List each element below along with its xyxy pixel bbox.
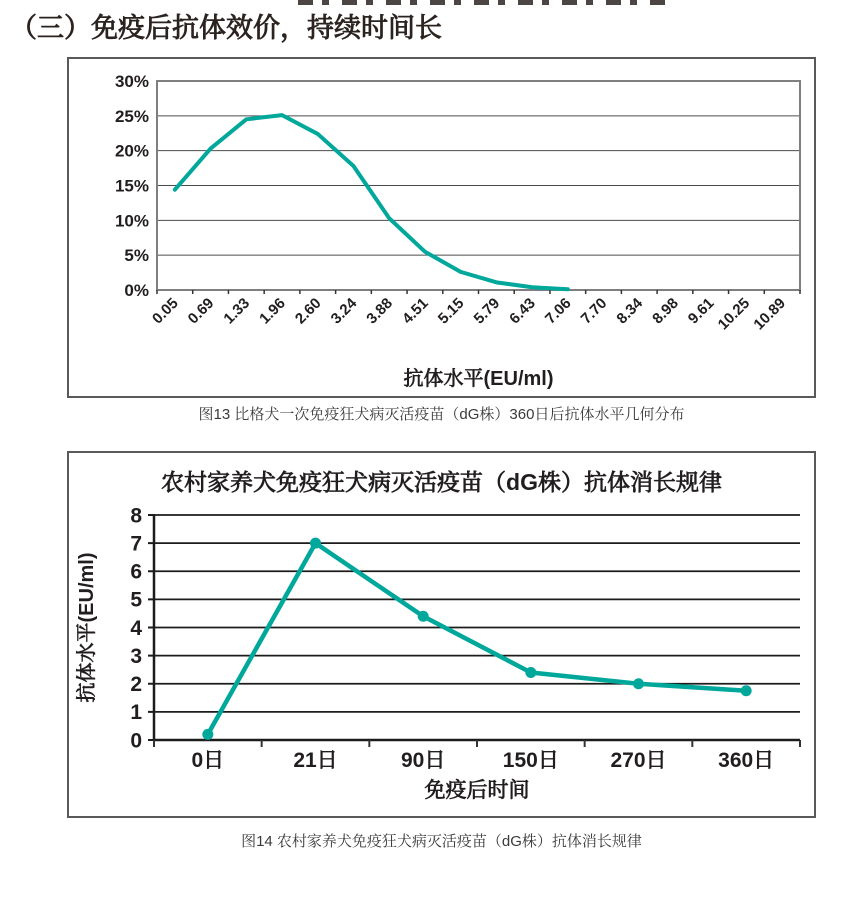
svg-text:21日: 21日 bbox=[293, 749, 338, 772]
svg-text:3: 3 bbox=[130, 644, 142, 668]
svg-text:4: 4 bbox=[130, 616, 142, 640]
svg-text:0.05: 0.05 bbox=[149, 294, 182, 328]
svg-text:5.79: 5.79 bbox=[470, 294, 504, 328]
svg-text:1.96: 1.96 bbox=[256, 294, 289, 328]
svg-text:10.25: 10.25 bbox=[714, 294, 754, 334]
svg-text:2.60: 2.60 bbox=[291, 294, 325, 328]
figure14-caption: 图14 农村家养犬免疫狂犬病灭活疫苗（dG株）抗体消长规律 bbox=[241, 833, 642, 850]
svg-text:1: 1 bbox=[130, 701, 142, 725]
gridlines bbox=[157, 81, 800, 290]
svg-text:6.43: 6.43 bbox=[506, 294, 539, 328]
figure14-panel bbox=[67, 451, 816, 818]
svg-text:0: 0 bbox=[130, 729, 142, 753]
svg-text:8.98: 8.98 bbox=[649, 294, 682, 328]
svg-text:0%: 0% bbox=[124, 280, 149, 300]
y-axis-title: 抗体水平(EU/ml) bbox=[76, 552, 98, 703]
svg-text:3.24: 3.24 bbox=[327, 294, 361, 328]
svg-text:5: 5 bbox=[130, 588, 142, 612]
svg-text:1.33: 1.33 bbox=[220, 294, 254, 328]
svg-text:10.89: 10.89 bbox=[750, 294, 789, 334]
svg-text:9.61: 9.61 bbox=[684, 294, 718, 328]
page-title: （三）免疫后抗体效价，持续时间长 bbox=[10, 13, 442, 43]
x-tick-labels bbox=[191, 749, 774, 772]
svg-text:7: 7 bbox=[130, 532, 142, 556]
svg-text:6: 6 bbox=[130, 560, 142, 584]
svg-text:90日: 90日 bbox=[400, 749, 446, 772]
svg-text:8.34: 8.34 bbox=[613, 294, 647, 328]
svg-text:2: 2 bbox=[130, 673, 142, 697]
series-line bbox=[175, 115, 568, 289]
svg-text:4.51: 4.51 bbox=[399, 294, 432, 328]
y-tick-labels bbox=[130, 504, 154, 752]
svg-text:15%: 15% bbox=[114, 176, 149, 196]
figure14-title: 农村家养犬免疫狂犬病灭活疫苗（dG株）抗体消长规律 bbox=[161, 469, 722, 495]
figure13-panel bbox=[67, 57, 816, 398]
svg-text:5.15: 5.15 bbox=[434, 294, 468, 328]
svg-text:5%: 5% bbox=[124, 246, 149, 266]
svg-text:0日: 0日 bbox=[191, 749, 225, 772]
y-tick-labels bbox=[115, 72, 149, 300]
svg-text:270日: 270日 bbox=[610, 749, 667, 772]
svg-text:0.69: 0.69 bbox=[184, 294, 218, 328]
gridlines bbox=[154, 515, 800, 740]
figure13-caption: 图13 比格犬一次免疫狂犬病灭活疫苗（dG株）360日后抗体水平几何分布 bbox=[198, 406, 685, 423]
svg-text:30%: 30% bbox=[114, 71, 149, 91]
svg-text:20%: 20% bbox=[114, 141, 149, 161]
figure14-line-chart bbox=[69, 453, 814, 816]
data-point-markers bbox=[202, 538, 751, 740]
svg-text:150日: 150日 bbox=[502, 749, 559, 772]
x-tick-labels bbox=[149, 294, 789, 333]
svg-text:360日: 360日 bbox=[718, 749, 775, 772]
x-axis-title: 免疫后时间 bbox=[424, 779, 530, 802]
clipped-text-artifact bbox=[298, 0, 670, 5]
svg-text:7.06: 7.06 bbox=[541, 294, 575, 328]
figure13-line-chart bbox=[69, 59, 814, 396]
svg-text:25%: 25% bbox=[114, 106, 149, 126]
x-axis-title: 抗体水平(EU/ml) bbox=[403, 368, 554, 390]
svg-text:10%: 10% bbox=[114, 211, 149, 231]
svg-text:7.70: 7.70 bbox=[577, 294, 611, 328]
svg-text:3.88: 3.88 bbox=[363, 294, 397, 328]
svg-text:8: 8 bbox=[130, 504, 142, 528]
